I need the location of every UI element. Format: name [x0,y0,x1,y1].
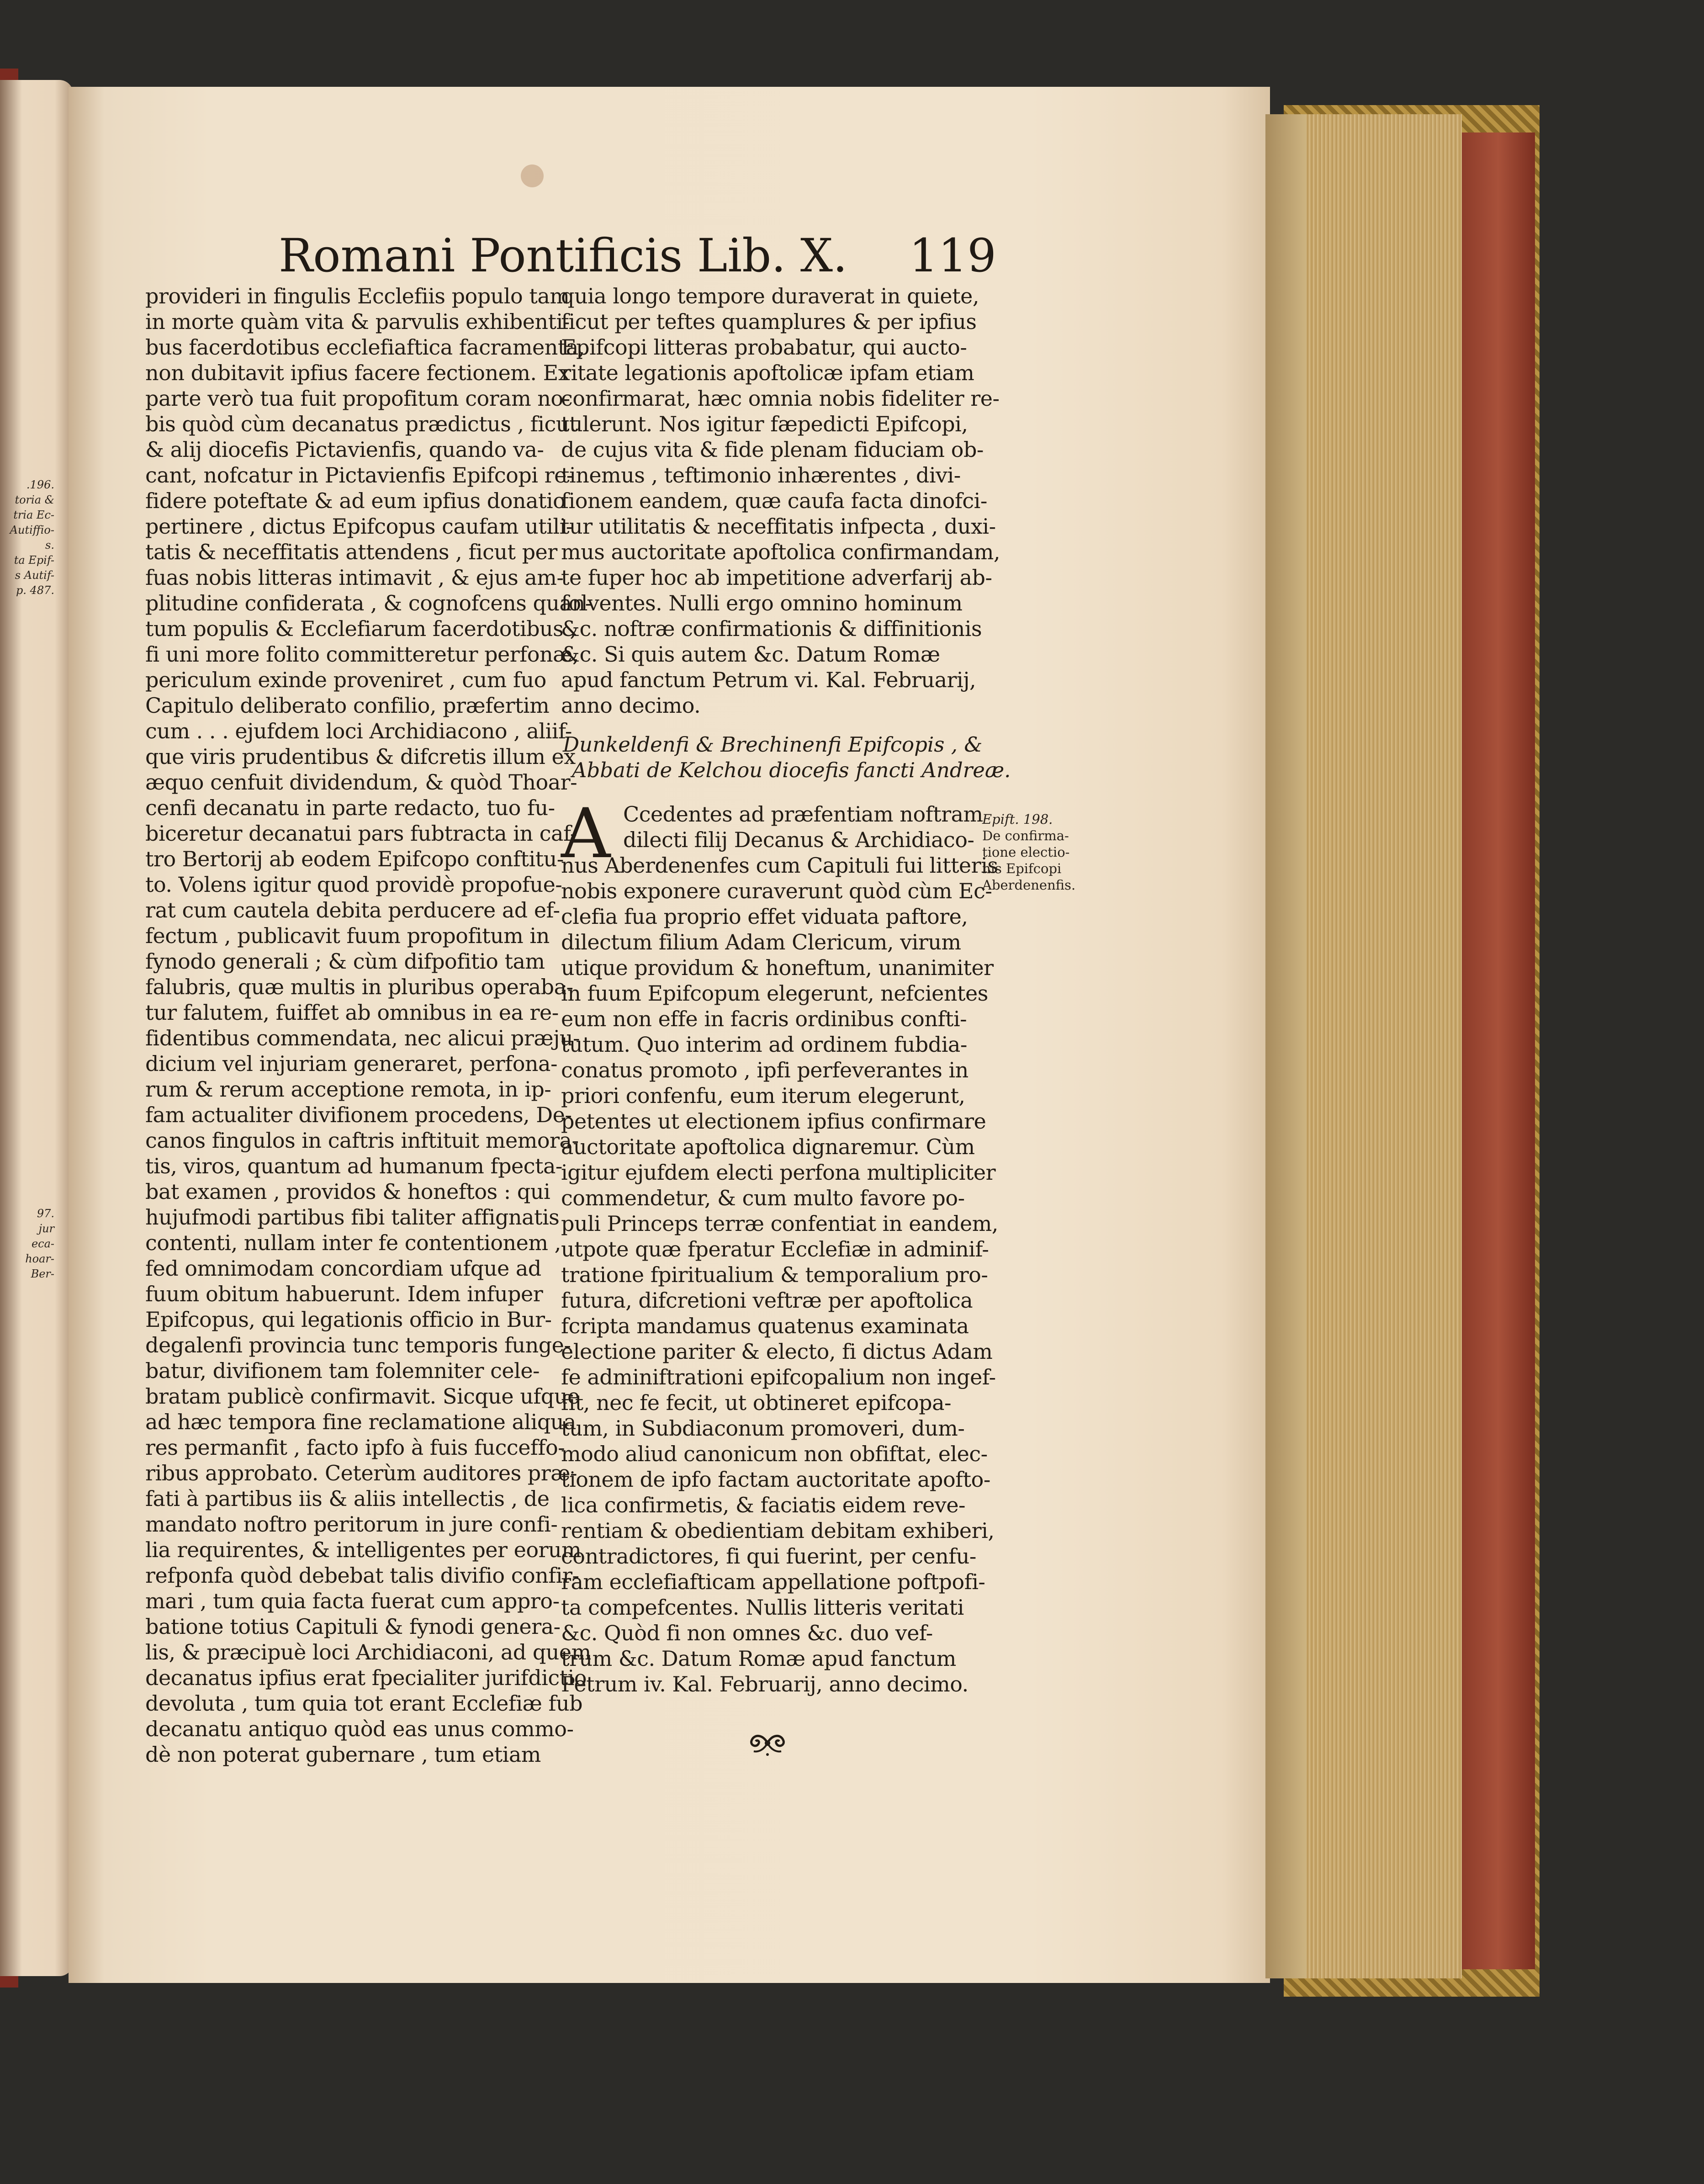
text-line: cant, nofcatur in Pictavienfis Epifcopi re- [145,463,573,488]
text-line: conatus promoto , ipfi perfeverantes in [561,1058,968,1082]
text-line: fcripta mandamus quatenus examinata [561,1314,969,1338]
text-line: lica confirmetis, & faciatis eidem reve- [561,1493,966,1517]
text-line: ribus approbato. Ceterùm auditores præ- [145,1461,577,1485]
text-line: parte verò tua fuit propofitum coram no- [145,386,570,411]
text-line: tinemus , teftimonio inhærentes , divi- [561,463,961,488]
text-line: bus facerdotibus ecclefiaftica facramenta, [145,335,585,360]
text-line: plitudine confiderata , & cognofcens quan- [145,591,592,615]
text-line: ram ecclefiafticam appellatione poftpofi- [561,1569,985,1594]
fleuron-ornament-icon [740,1729,795,1757]
text-line: fynodo generali ; & cùm difpofitio tam [145,949,545,974]
text-line: puli Princeps terræ confentiat in eandem, [561,1211,998,1236]
text-line: mus auctoritate apoftolica confirmandam, [561,540,1000,564]
heading-line: Dunkeldenfi & Brechinenfi Epifcopis , & [563,732,983,757]
text-line: eum non effe in facris ordinibus confti- [561,1007,967,1031]
text-line: futura, difcretioni veftræ per apoftolica [561,1288,973,1313]
text-line: decanatus ipfius erat fpecialiter jurifdictio [145,1665,587,1690]
text-line: Ccedentes ad præfentiam noftram [623,802,983,827]
previous-page-marginalia-top: .196. toria & tria Ec- Autiffio- s. ta Epif- s Autif- p. 487. [10,478,54,597]
text-line: quia longo tempore duraverat in quiete, [561,284,979,308]
text-line: hujufmodi partibus fibi taliter affignatis [145,1205,560,1230]
text-line: tum populis & Ecclefiarum facerdotibus , [145,616,577,641]
page-number: 119 [909,229,996,282]
text-line: bis quòd cùm decanatus prædictus , ficut [145,412,577,436]
text-line: fionem eandem, quæ caufa facta dinofci- [561,488,987,513]
text-line: cenfi decanatu in parte redacto, tuo fu- [145,795,555,820]
text-line: fi uni more folito committeretur perfonæ, [145,642,579,667]
text-line: que viris prudentibus & difcretis illum ex [145,744,576,769]
text-line: Epifcopi litteras probabatur, qui aucto- [561,335,967,360]
text-line: &c. Si quis autem &c. Datum Romæ [561,642,940,667]
text-line: utique providum & honeftum, unanimiter [561,955,994,980]
text-line: confirmarat, hæc omnia nobis fideliter re- [561,386,1000,411]
text-line: petentes ut electionem ipfius confirmare [561,1109,986,1134]
text-line: fuas nobis litteras intimavit , & ejus am- [145,565,564,590]
text-line: nobis exponere curaverunt quòd cùm Ec- [561,879,992,903]
text-line: Petrum iv. Kal. Februarij, anno decimo. [561,1672,968,1696]
text-line: auctoritate apoftolica dignaremur. Cùm [561,1134,975,1159]
text-line: bratam publicè confirmavit. Sicque ufque [145,1384,580,1409]
text-line: dicium vel injuriam generaret, perfona- [145,1051,557,1076]
foxing-stain [521,164,544,187]
text-line: anno decimo. [561,693,701,718]
text-line: to. Volens igitur quod providè propofue- [145,872,562,897]
text-line: tionem de ipfo factam auctoritate apofto- [561,1467,990,1492]
text-line: fuum obitum habuerunt. Idem infuper [145,1282,543,1306]
text-line: fam actualiter divifionem procedens, De- [145,1103,572,1127]
text-line: modo aliud canonicum non obfiftat, elec- [561,1442,988,1466]
text-line: res permanfit , facto ipfo à fuis fucceffo- [145,1435,565,1460]
text-line: fati à partibus iis & aliis intellectis , de [145,1486,550,1511]
text-line: batione totius Capituli & fynodi genera- [145,1614,561,1639]
text-line: ta compefcentes. Nullis litteris veritati [561,1595,964,1620]
text-line: utpote quæ fperatur Ecclefiæ in adminif- [561,1237,989,1262]
text-line: canos fingulos in caftris inftituit memora- [145,1128,579,1153]
text-line: periculum exinde proveniret , cum fuo [145,668,546,692]
text-line: de cujus vita & fide plenam fiduciam ob- [561,437,984,462]
text-line: fit, nec fe fecit, ut obtineret epifcopa- [561,1390,952,1415]
text-line: &c. noftræ confirmationis & diffinitionis [561,616,982,641]
text-line: falubris, quæ multis in pluribus operaba- [145,975,573,999]
text-line: fe adminiftrationi epifcopalium non ingef- [561,1365,996,1389]
text-line: fed omnimodam concordiam ufque ad [145,1256,541,1281]
text-line: devoluta , tum quia tot erant Ecclefiæ fub [145,1691,583,1716]
text-line: provideri in fingulis Ecclefiis populo tam [145,284,570,308]
previous-page [0,80,73,1976]
text-line: dè non poterat gubernare , tum etiam [145,1742,541,1767]
text-line: lia requirentes, & intelligentes per eorum [145,1537,582,1562]
text-line: &c. Quòd fi non omnes &c. duo vef- [561,1621,933,1645]
text-line: tratione fpiritualium & temporalium pro- [561,1262,988,1287]
running-title: Romani Pontificis Lib. X. [279,229,847,282]
text-line: biceretur decanatui pars fubtracta in caf- [145,821,577,846]
previous-page-marginalia-bottom: 97. jur eca- hoar- Ber- [25,1207,54,1280]
text-line: rat cum cautela debita perducere ad ef- [145,898,560,922]
letter-body [561,794,998,1697]
text-line: pertinere , dictus Epifcopus caufam utili- [145,514,573,539]
drop-cap: A [561,794,611,874]
text-line: mari , tum quia facta fuerat cum appro- [145,1589,560,1613]
text-line: te fuper hoc ab impetitione adverfarij ab- [561,565,992,590]
text-line: dilecti filij Decanus & Archidiaco- [623,827,974,852]
text-line: Capitulo deliberato confilio, præfertim [145,693,550,718]
text-line: bat examen , providos & honeftos : qui [145,1179,550,1204]
text-line: folventes. Nulli ergo omnino hominum [561,591,963,615]
text-line: rum & rerum acceptione remota, in ip- [145,1077,551,1102]
text-line: igitur ejufdem electi perfona multipliciter [561,1160,996,1185]
text-line: in morte quàm vita & parvulis exhibenti- [145,309,570,334]
text-line: trum &c. Datum Romæ apud fanctum [561,1646,956,1671]
text-line: cum . . . ejufdem loci Archidiacono , aliif- [145,719,572,743]
text-line: tum, in Subdiaconum promoveri, dum- [561,1416,965,1441]
text-line: decanatu antiquo quòd eas unus commo- [145,1717,574,1741]
text-line: tro Bertorij ab eodem Epifcopo conftitu- [145,847,564,871]
text-line: batur, divifionem tam folemniter cele- [145,1358,540,1383]
text-line: tutum. Quo interim ad ordinem fubdia- [561,1032,967,1057]
text-line: ad hæc tempora fine reclamatione aliqua [145,1410,576,1434]
side-note: Epift. 198. De confirma- tione electio- nis Epifcopi Aberdenenfis. [982,811,1076,893]
page-fore-edge [1265,114,1309,1978]
text-line: nus Aberdenenfes cum Capituli fui litteris [561,853,998,878]
text-line: tis, viros, quantum ad humanum fpecta- [145,1154,562,1178]
text-line: commendetur, & cum multo favore po- [561,1186,965,1210]
text-line: tur falutem, fuiffet ab omnibus in ea re- [145,1000,559,1025]
text-line: fidentibus commendata, nec alicui præju- [145,1026,580,1050]
letter-continuation [561,283,1000,718]
left-column [145,283,592,1767]
text-line: ficut per teftes quamplures & per ipfius [561,309,977,334]
text-line: ritate legationis apoftolicæ ipfam etiam [561,360,974,385]
text-line: clefia fua proprio effet viduata paftore, [561,904,968,929]
text-line: degalenfi provincia tunc temporis funge- [145,1333,571,1357]
text-line: refponfa quòd debebat talis divifio confir- [145,1563,579,1588]
text-line: tatis & neceffitatis attendens , ficut per [145,540,557,564]
text-line: in fuum Epifcopum elegerunt, nefcientes [561,981,988,1006]
text-line: dilectum filium Adam Clericum, virum [561,930,961,954]
text-line: æquo cenfuit dividendum, & quòd Thoar- [145,770,577,795]
text-line: contenti, nullam inter fe contentionem , [145,1230,561,1255]
text-line: fectum , publicavit fuum propofitum in [145,923,550,948]
letter-heading [561,732,1011,783]
text-line: electione pariter & electo, fi dictus Adam [561,1339,993,1364]
text-line: non dubitavit ipfius facere fectionem. Ex [145,360,570,385]
text-line: tur utilitatis & neceffitatis infpecta , duxi- [561,514,996,539]
text-line: priori confenfu, eum iterum elegerunt, [561,1083,965,1108]
text-line: contradictores, fi qui fuerint, per cenfu- [561,1544,976,1569]
text-line: rentiam & obedientiam debitam exhiberi, [561,1518,995,1543]
back-cover-edge [1462,133,1535,1969]
right-column [561,283,1011,1697]
text-line: lis, & præcipuè loci Archidiaconi, ad quem [145,1640,591,1665]
heading-line: Abbati de Kelchou diocefis fancti Andreæ. [572,758,1011,782]
text-line: Epifcopus, qui legationis officio in Bur- [145,1307,552,1332]
text-line: & alij diocefis Pictavienfis, quando va- [145,437,544,462]
text-line: fidere poteftate & ad eum ipfius donatio [145,488,566,513]
text-line: tulerunt. Nos igitur fæpedicti Epifcopi, [561,412,968,436]
page-block-edge [1307,114,1462,1978]
text-line: mandato noftro peritorum in jure confi- [145,1512,558,1537]
text-line: apud fanctum Petrum vi. Kal. Februarij, [561,668,976,692]
